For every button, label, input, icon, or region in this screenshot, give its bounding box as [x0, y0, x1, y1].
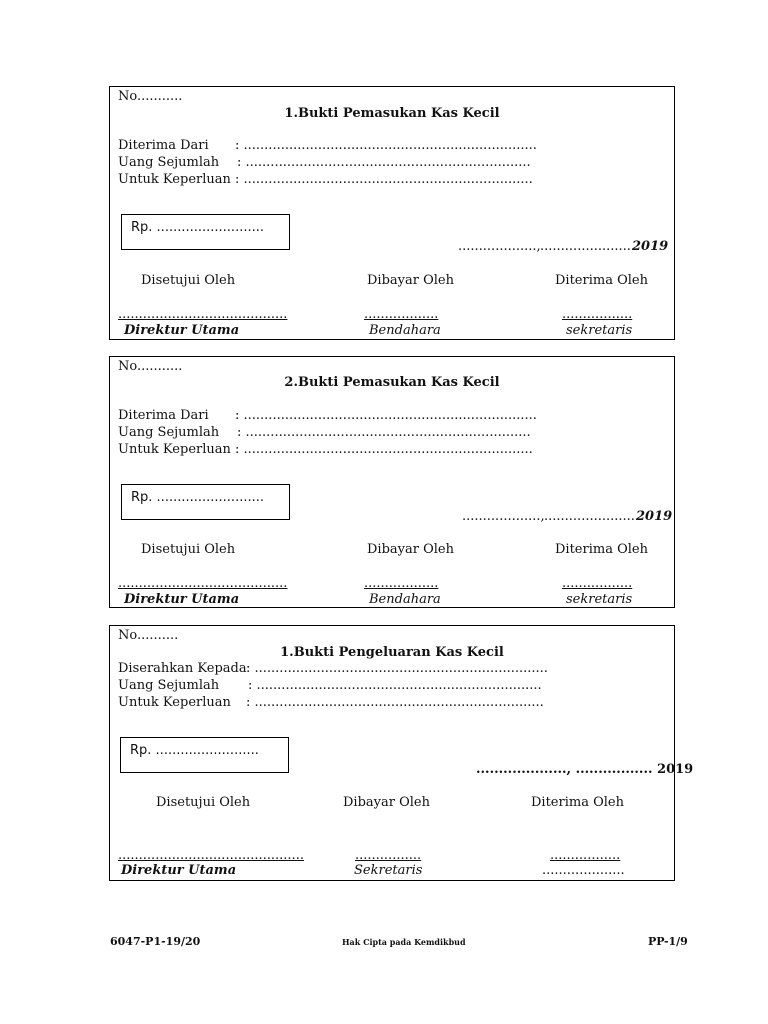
field-label-handed-to: Diserahkan Kepada	[118, 661, 247, 676]
date-year: 2019	[632, 239, 669, 254]
field-value-received-from[interactable]: : .......................................................................	[235, 408, 537, 423]
expense-form-1	[109, 625, 694, 881]
amount-rp-box[interactable]: Rp. .........................	[120, 737, 289, 773]
copyright-notice: Hak Cipta pada Kemdikbud	[342, 937, 466, 947]
receipt-number: No..........	[118, 628, 179, 643]
date-day[interactable]: ......................	[544, 509, 635, 524]
position-director: Direktur Utama	[124, 323, 240, 338]
position-treasurer: Bendahara	[369, 592, 441, 607]
page-number: PP-1/9	[648, 935, 688, 948]
signature-line-secretary[interactable]: .................	[562, 576, 633, 591]
field-label-received-from: Diterima Dari	[118, 408, 209, 423]
date-day[interactable]: ......................	[540, 239, 631, 254]
position-treasurer: Bendahara	[369, 323, 441, 338]
field-value-amount[interactable]: : .....................................................................	[248, 678, 542, 693]
signature-line-treasurer[interactable]: ..................	[364, 307, 439, 322]
signature-line-receiver[interactable]: .................	[550, 848, 621, 863]
date-line[interactable]: ...................., ................. 2019	[476, 762, 694, 777]
receipt-form-2	[109, 356, 675, 608]
date-year: 2019	[636, 509, 673, 524]
receipt-number: No...........	[118, 89, 183, 104]
amount-rp-box[interactable]: Rp. ..........................	[121, 484, 290, 520]
role-received-by: Diterima Oleh	[531, 795, 624, 810]
role-received-by: Diterima Oleh	[555, 542, 648, 557]
amount-rp-box[interactable]: Rp. ..........................	[121, 214, 290, 250]
receipt-form-1	[109, 86, 675, 340]
signature-line-secretary[interactable]: ................	[355, 848, 422, 863]
role-approved-by: Disetujui Oleh	[141, 542, 236, 557]
role-approved-by: Disetujui Oleh	[141, 273, 236, 288]
form-title: 1.Bukti Pengeluaran Kas Kecil	[280, 645, 504, 660]
role-approved-by: Disetujui Oleh	[156, 795, 251, 810]
field-label-purpose: Untuk Keperluan	[118, 442, 231, 457]
field-label-amount: Uang Sejumlah	[118, 155, 220, 170]
field-label-purpose: Untuk Keperluan	[118, 695, 231, 710]
signature-line-treasurer[interactable]: ..................	[364, 576, 439, 591]
field-value-received-from[interactable]: : .......................................................................	[235, 138, 537, 153]
role-paid-by: Dibayar Oleh	[367, 542, 454, 557]
position-secretary: Sekretaris	[354, 863, 423, 878]
position-secretary: sekretaris	[566, 323, 633, 338]
field-label-purpose: Untuk Keperluan	[118, 172, 231, 187]
signature-line-director[interactable]: .........................................	[118, 576, 288, 591]
field-value-handed-to[interactable]: : .......................................................................	[246, 661, 548, 676]
field-label-amount: Uang Sejumlah	[118, 678, 220, 693]
field-label-amount: Uang Sejumlah	[118, 425, 220, 440]
field-value-amount[interactable]: : .....................................................................	[237, 425, 531, 440]
form-title: 2.Bukti Pemasukan Kas Kecil	[284, 375, 500, 390]
signature-line-secretary[interactable]: .................	[562, 307, 633, 322]
position-receiver: ....................	[542, 863, 625, 878]
position-director: Direktur Utama	[124, 592, 240, 607]
field-value-purpose[interactable]: : ......................................................................	[235, 172, 533, 187]
document-code: 6047-P1-19/20	[110, 935, 201, 948]
form-title: 1.Bukti Pemasukan Kas Kecil	[284, 106, 500, 121]
field-value-purpose[interactable]: : ......................................................................	[235, 442, 533, 457]
date-place[interactable]: ...................,	[462, 509, 545, 524]
position-secretary: sekretaris	[566, 592, 633, 607]
field-label-received-from: Diterima Dari	[118, 138, 209, 153]
date-place[interactable]: ...................,	[458, 239, 541, 254]
signature-line-director[interactable]: .............................................	[118, 848, 304, 863]
field-value-purpose[interactable]: : ......................................................................	[246, 695, 544, 710]
field-value-amount[interactable]: : .....................................................................	[237, 155, 531, 170]
role-paid-by: Dibayar Oleh	[367, 273, 454, 288]
receipt-number: No...........	[118, 359, 183, 374]
signature-line-director[interactable]: .........................................	[118, 307, 288, 322]
role-received-by: Diterima Oleh	[555, 273, 648, 288]
role-paid-by: Dibayar Oleh	[343, 795, 430, 810]
position-director: Direktur Utama	[121, 863, 237, 878]
